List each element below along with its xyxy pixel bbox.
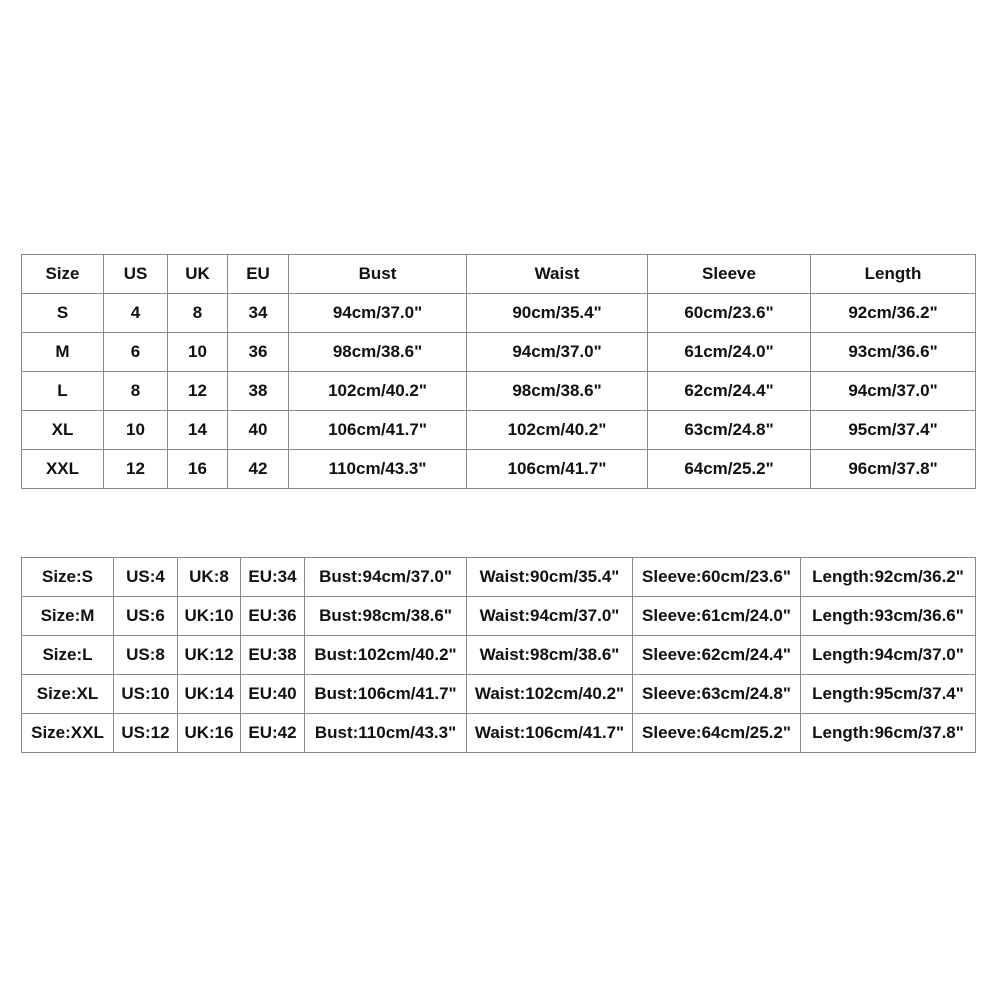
table-cell: Sleeve:64cm/25.2" — [633, 714, 801, 753]
table-cell: 110cm/43.3" — [289, 450, 467, 489]
table-cell: Length:95cm/37.4" — [801, 675, 976, 714]
table-cell: 94cm/37.0" — [811, 372, 976, 411]
header-cell: UK — [168, 255, 228, 294]
header-cell: Size — [22, 255, 104, 294]
table-cell: Waist:106cm/41.7" — [467, 714, 633, 753]
table-cell: 98cm/38.6" — [467, 372, 648, 411]
table-cell: Bust:106cm/41.7" — [305, 675, 467, 714]
table-cell: 12 — [168, 372, 228, 411]
header-cell: Length — [811, 255, 976, 294]
table-row — [22, 558, 976, 597]
table-cell: L — [22, 372, 104, 411]
table-cell: 42 — [228, 450, 289, 489]
table-cell: Bust:102cm/40.2" — [305, 636, 467, 675]
table-cell: 16 — [168, 450, 228, 489]
table-cell: XXL — [22, 450, 104, 489]
table-cell: Sleeve:63cm/24.8" — [633, 675, 801, 714]
table-cell: Bust:94cm/37.0" — [305, 558, 467, 597]
table-cell: US:8 — [114, 636, 178, 675]
table-cell: UK:12 — [178, 636, 241, 675]
table-row — [22, 636, 976, 675]
table-cell: US:10 — [114, 675, 178, 714]
table-row — [22, 372, 976, 411]
table-cell: 64cm/25.2" — [648, 450, 811, 489]
table-cell: XL — [22, 411, 104, 450]
table-cell: Bust:110cm/43.3" — [305, 714, 467, 753]
table-cell: EU:36 — [241, 597, 305, 636]
header-cell: Sleeve — [648, 255, 811, 294]
table-row — [22, 714, 976, 753]
table-cell: 102cm/40.2" — [289, 372, 467, 411]
table-cell: 93cm/36.6" — [811, 333, 976, 372]
table-cell: Size:L — [22, 636, 114, 675]
table-cell: 106cm/41.7" — [467, 450, 648, 489]
table-cell: Waist:102cm/40.2" — [467, 675, 633, 714]
table-cell: Size:S — [22, 558, 114, 597]
table-cell: EU:42 — [241, 714, 305, 753]
table-row — [22, 675, 976, 714]
table-cell: UK:10 — [178, 597, 241, 636]
table-cell: Size:XXL — [22, 714, 114, 753]
table-cell: 61cm/24.0" — [648, 333, 811, 372]
table-cell: 92cm/36.2" — [811, 294, 976, 333]
table-cell: 63cm/24.8" — [648, 411, 811, 450]
table-cell: Length:92cm/36.2" — [801, 558, 976, 597]
table-cell: 4 — [104, 294, 168, 333]
table-cell: 95cm/37.4" — [811, 411, 976, 450]
table-cell: 96cm/37.8" — [811, 450, 976, 489]
table-cell: 8 — [168, 294, 228, 333]
table-cell: Bust:98cm/38.6" — [305, 597, 467, 636]
table-cell: 94cm/37.0" — [289, 294, 467, 333]
header-cell: EU — [228, 255, 289, 294]
table-cell: Length:93cm/36.6" — [801, 597, 976, 636]
table-cell: 94cm/37.0" — [467, 333, 648, 372]
table-cell: 90cm/35.4" — [467, 294, 648, 333]
table-cell: US:4 — [114, 558, 178, 597]
table-cell: 36 — [228, 333, 289, 372]
table-cell: 98cm/38.6" — [289, 333, 467, 372]
table-cell: UK:8 — [178, 558, 241, 597]
table-cell: EU:40 — [241, 675, 305, 714]
table-cell: 60cm/23.6" — [648, 294, 811, 333]
table-cell: 10 — [104, 411, 168, 450]
table-cell: 106cm/41.7" — [289, 411, 467, 450]
table-row — [22, 597, 976, 636]
header-cell: US — [104, 255, 168, 294]
table-row — [22, 450, 976, 489]
table-cell: 34 — [228, 294, 289, 333]
table-cell: 14 — [168, 411, 228, 450]
table-cell: Sleeve:60cm/23.6" — [633, 558, 801, 597]
size-label-table — [21, 557, 976, 753]
table-cell: 102cm/40.2" — [467, 411, 648, 450]
header-cell: Bust — [289, 255, 467, 294]
table-row — [22, 411, 976, 450]
table-cell: 12 — [104, 450, 168, 489]
table-cell: US:6 — [114, 597, 178, 636]
table-cell: Sleeve:61cm/24.0" — [633, 597, 801, 636]
table-cell: 10 — [168, 333, 228, 372]
table-cell: Waist:90cm/35.4" — [467, 558, 633, 597]
table-cell: Sleeve:62cm/24.4" — [633, 636, 801, 675]
table-cell: M — [22, 333, 104, 372]
table-row — [22, 333, 976, 372]
table-header-row — [22, 255, 976, 294]
table-cell: UK:16 — [178, 714, 241, 753]
table-cell: EU:38 — [241, 636, 305, 675]
table-row — [22, 294, 976, 333]
table-cell: 8 — [104, 372, 168, 411]
size-chart-table — [21, 254, 976, 489]
header-cell: Waist — [467, 255, 648, 294]
table-cell: EU:34 — [241, 558, 305, 597]
table-cell: 40 — [228, 411, 289, 450]
table-cell: US:12 — [114, 714, 178, 753]
table-cell: Size:M — [22, 597, 114, 636]
table-cell: Length:94cm/37.0" — [801, 636, 976, 675]
table-cell: Length:96cm/37.8" — [801, 714, 976, 753]
table-cell: 38 — [228, 372, 289, 411]
table-cell: Waist:94cm/37.0" — [467, 597, 633, 636]
table-cell: 62cm/24.4" — [648, 372, 811, 411]
table-cell: UK:14 — [178, 675, 241, 714]
table-cell: 6 — [104, 333, 168, 372]
table-cell: Size:XL — [22, 675, 114, 714]
table-cell: Waist:98cm/38.6" — [467, 636, 633, 675]
table-cell: S — [22, 294, 104, 333]
